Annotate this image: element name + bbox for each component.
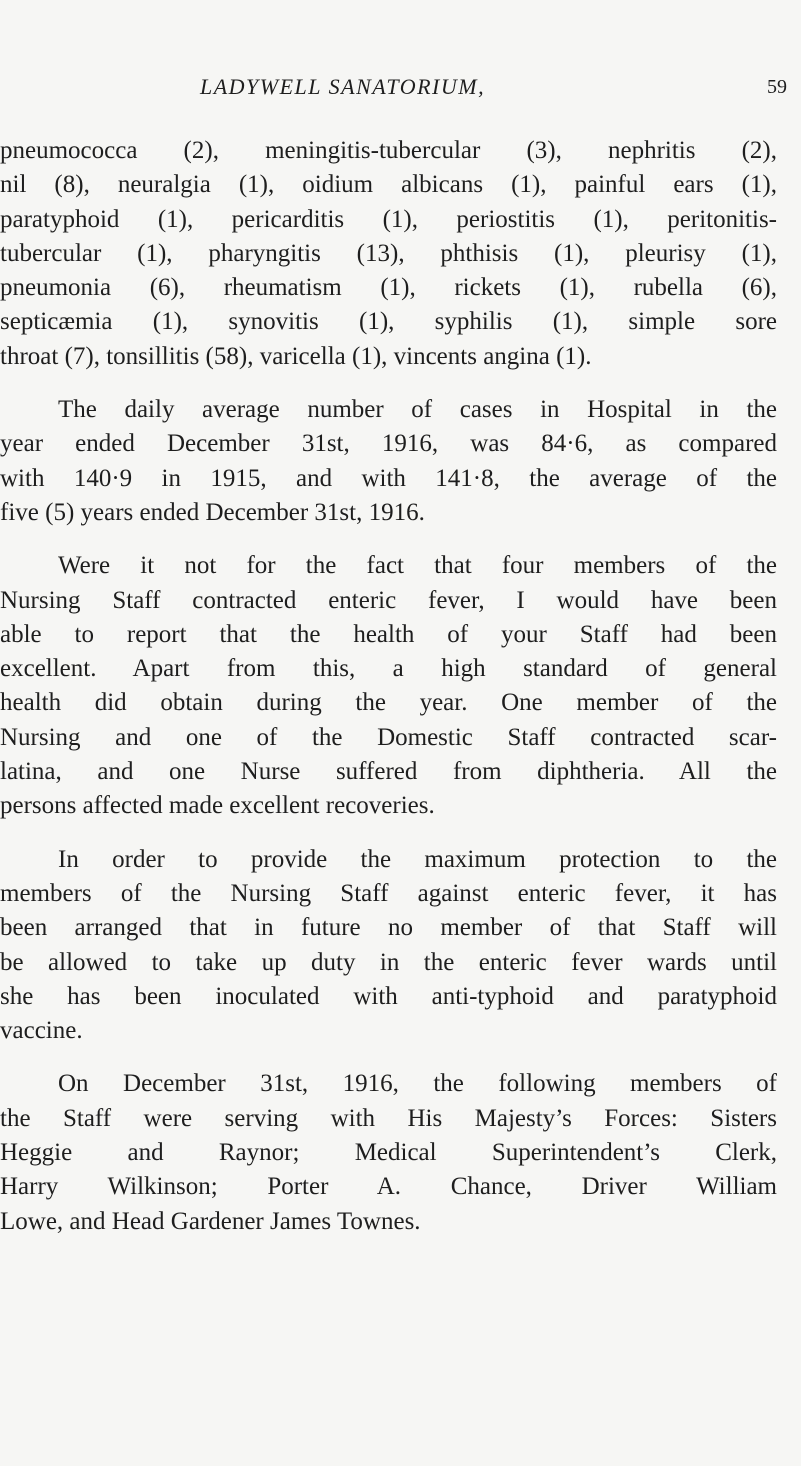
text-line: nil (8), neuralgia (1), oidium albicans (1), painful ears (1),: [0, 171, 777, 199]
paragraph-protection: [0, 843, 801, 1049]
text-line: Nursing Staff contracted enteric fever, I would have been: [0, 586, 777, 614]
text-line: year ended December 31st, 1916, was 84·6, as compared: [0, 430, 777, 458]
text-line: health did obtain during the year. One member of the: [0, 689, 777, 717]
running-head: LADYWELL SANATORIUM,: [200, 74, 486, 99]
text-line: with 140·9 in 1915, and with 141·8, the average of the: [0, 464, 777, 492]
text-line: excellent. Apart from this, a high standard of general: [0, 655, 777, 683]
text-line: persons affected made excellent recoveries.: [0, 792, 435, 820]
text-line: be allowed to take up duty in the enteric fever wards until: [0, 948, 777, 976]
text-line: able to report that the health of your Staff had been: [0, 620, 777, 648]
text-line: The daily average number of cases in Hospital in the: [58, 396, 777, 424]
text-line: vaccine.: [0, 1017, 83, 1045]
text-line: throat (7), tonsillitis (58), varicella (1), vincents angina (1).: [0, 342, 592, 370]
text-line: she has been inoculated with anti-typhoid and paratyphoid: [0, 982, 777, 1010]
text-line: Harry Wilkinson; Porter A. Chance, Driver William: [0, 1173, 777, 1201]
text-line: In order to provide the maximum protection to the: [58, 845, 777, 873]
text-line: five (5) years ended December 31st, 1916.: [0, 498, 425, 526]
text-line: tubercular (1), pharyngitis (13), phthisis (1), pleurisy (1),: [0, 239, 777, 267]
text-line: been arranged that in future no member of that Staff will: [0, 914, 777, 942]
paragraph-staff-health: [0, 549, 801, 823]
text-line: Were it not for the fact that four members of the: [58, 552, 777, 580]
page-number: 59: [767, 76, 787, 98]
text-line: On December 31st, 1916, the following members of: [58, 1070, 777, 1098]
text-line: pneumonia (6), rheumatism (1), rickets (1), rubella (6),: [0, 274, 777, 302]
text-line: members of the Nursing Staff against enteric fever, it has: [0, 879, 777, 907]
paragraph-forces: [0, 1067, 801, 1238]
text-line: Heggie and Raynor; Medical Superintendent’s Clerk,: [0, 1139, 777, 1167]
text-line: septicæmia (1), synovitis (1), syphilis (1), simple sore: [0, 308, 777, 336]
text-line: pneumococca (2), meningitis-tubercular (3), nephritis (2),: [0, 137, 777, 164]
text-line: paratyphoid (1), pericarditis (1), periostitis (1), peritonitis-: [0, 205, 777, 233]
text-line: Nursing and one of the Domestic Staff contracted scar-: [0, 723, 777, 751]
body-text: [0, 134, 801, 1239]
paragraph-daily-average: [0, 393, 801, 530]
text-line: Lowe, and Head Gardener James Townes.: [0, 1207, 421, 1235]
text-line: latina, and one Nurse suffered from diphtheria. All the: [0, 758, 777, 786]
text-line: the Staff were serving with His Majesty’s Forces: Sisters: [0, 1104, 777, 1132]
paragraph-disease-list: [0, 134, 801, 374]
